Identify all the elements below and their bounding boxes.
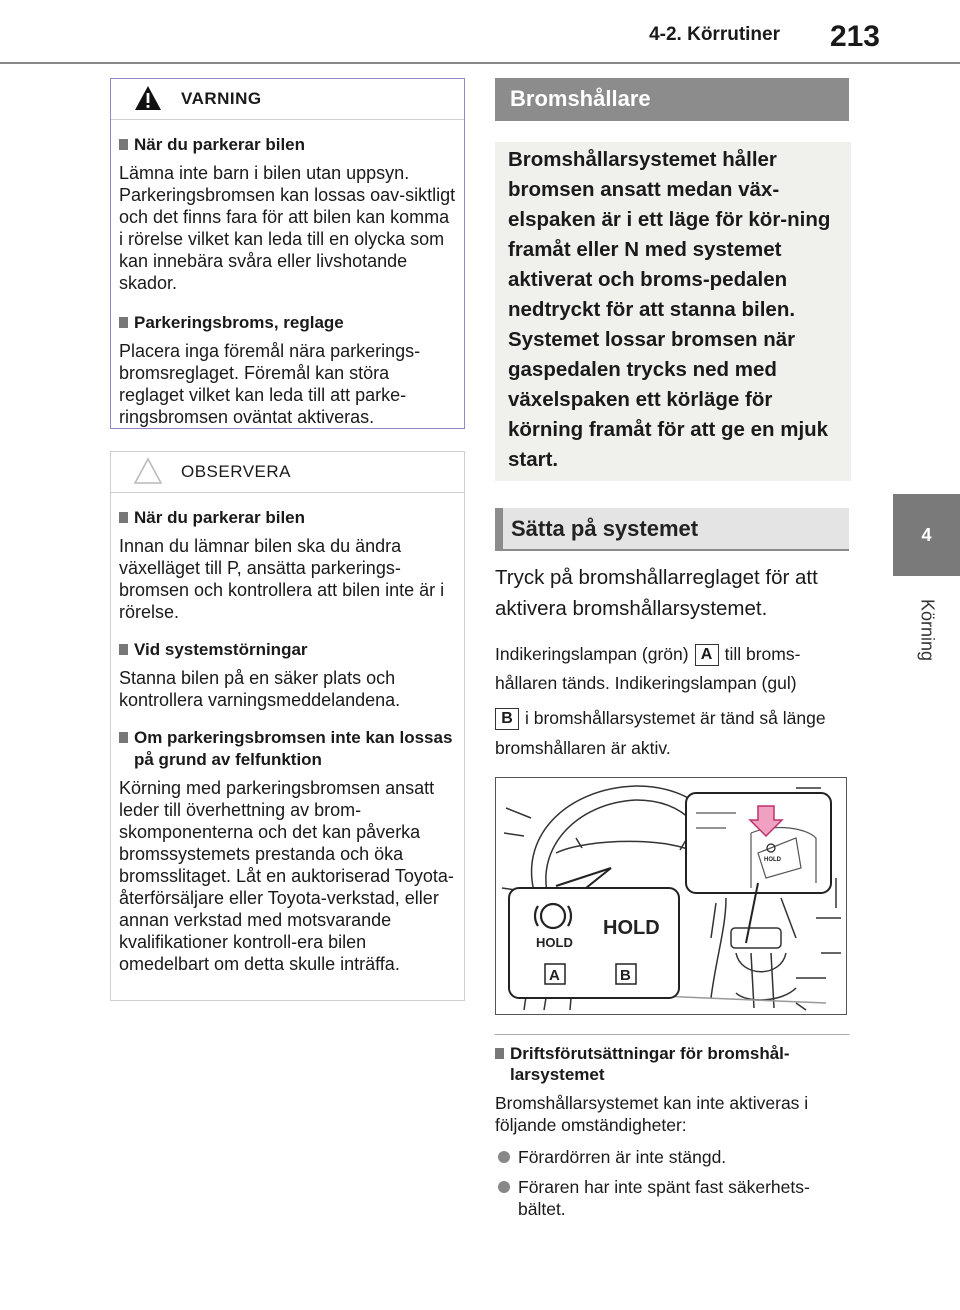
hold-text-indicator: HOLD (603, 917, 660, 939)
square-bullet-icon (119, 139, 128, 150)
notice-item-text: Innan du lämnar bilen ska du ändra växelläget till P, ansätta parkerings-bromsen och kontrollera att bilen inte är i rörelse. (119, 536, 445, 622)
intro-text: Bromshållarsystemet håller bromsen ansatt medan väx-elspaken är i ett läge för kör-ning framåt eller N med systemet aktiverat och broms-pedalen nedtryckt för att stanna bilen. Systemet lossar bromsen när gaspedalen trycks ned med växelspaken ett körläge för körning framåt för att ge en mjuk start. (508, 148, 831, 471)
step-text: Tryck på bromshållarreglaget för att aktivera bromshållarsystemet. (495, 566, 818, 620)
conditions-title: Driftsförutsättningar för bromshål-larsystemet (495, 1043, 851, 1085)
bromshallare-heading-bar (495, 78, 849, 121)
section-title: 4-2. Körrutiner (649, 24, 780, 45)
chapter-tab (893, 494, 960, 576)
conditions-text: Bromshållarsystemet kan inte aktiveras i följande omständigheter: (495, 1093, 809, 1135)
square-bullet-icon (119, 317, 128, 328)
page-number: 213 (829, 20, 880, 53)
caution-triangle-icon (133, 457, 163, 485)
brake-hold-illustration (495, 777, 847, 1015)
satta-heading-bar (495, 508, 849, 551)
label-b-box: B (495, 708, 519, 730)
chapter-label-container (893, 590, 960, 670)
hold-icon-text: HOLD (536, 935, 573, 950)
square-bullet-icon (119, 644, 128, 655)
header-divider (0, 62, 960, 64)
warning-label: VARNING (181, 89, 262, 108)
list-item: Föraren har inte spänt fast säkerhets-bältet. (495, 1176, 851, 1220)
hold-button-label: HOLD (764, 857, 781, 863)
indicator-inset (509, 888, 679, 998)
notice-item-text: Körning med parkeringsbromsen ansatt leder till överhettning av brom-skomponenterna och det kan påverka bromssystemets prestanda och öka bromsslitaget. Låt en auktoriserad Toyota-återförsäljare eller Toyota-verkstad, eller annan verkstad med motsvarande kvalifikationer kontroll-era bilen omedelbart om detta skulle inträffa. (119, 778, 454, 974)
dashboard-drawing (496, 778, 846, 1014)
notice-label: OBSERVERA (181, 462, 292, 481)
label-b-text: B (620, 967, 631, 984)
chapter-number: 4 (921, 524, 932, 545)
square-bullet-icon (119, 732, 128, 743)
warning-item-text: Lämna inte barn i bilen utan uppsyn. Parkeringsbromsen kan lossas oav-siktligt och det finns fara för att bilen kan komma i rörelse vilket kan leda till en olycka som kan innebära svåra eller livshotande skador. (119, 163, 456, 293)
label-a-box: A (695, 644, 719, 666)
warning-item-title: Parkeringsbroms, reglage (119, 312, 456, 334)
label-a-text: A (549, 967, 560, 984)
indicator-text-2: B i bromshållarsystemet är tänd så länge bromshållaren är aktiv. (495, 708, 826, 758)
bullet-dot-icon (498, 1151, 510, 1163)
satta-heading: Sätta på systemet (511, 516, 699, 541)
warning-header (111, 79, 464, 120)
notice-item-title: Vid systemstörningar (119, 639, 456, 661)
warning-item-text: Placera inga föremål nära parkerings-bromsreglaget. Föremål kan störa reglaget vilket kan leda till att parke-ringsbromsen oväntat aktiveras. (119, 341, 421, 427)
square-bullet-icon (495, 1048, 504, 1059)
indicator-text-1: Indikeringslampan (grön) A till broms-hållaren tänds. Indikeringslampan (gul) (495, 644, 801, 693)
warning-box (110, 78, 465, 429)
notice-item-text: Stanna bilen på en säker plats och kontrollera varningsmeddelandena. (119, 668, 401, 710)
warning-item-title: När du parkerar bilen (119, 134, 456, 156)
chapter-label: Körning (917, 598, 937, 662)
notice-header (111, 452, 464, 493)
notice-item-title: Om parkeringsbromsen inte kan lossas på grund av felfunktion (119, 727, 456, 771)
bullet-dot-icon (498, 1181, 510, 1193)
notice-item-title: När du parkerar bilen (119, 507, 456, 529)
list-item: Förardörren är inte stängd. (495, 1146, 851, 1168)
notice-box (110, 451, 465, 1001)
warning-triangle-icon (133, 84, 163, 112)
bromshallare-heading: Bromshållare (510, 86, 651, 111)
square-bullet-icon (119, 512, 128, 523)
conditions-divider (495, 1034, 849, 1035)
